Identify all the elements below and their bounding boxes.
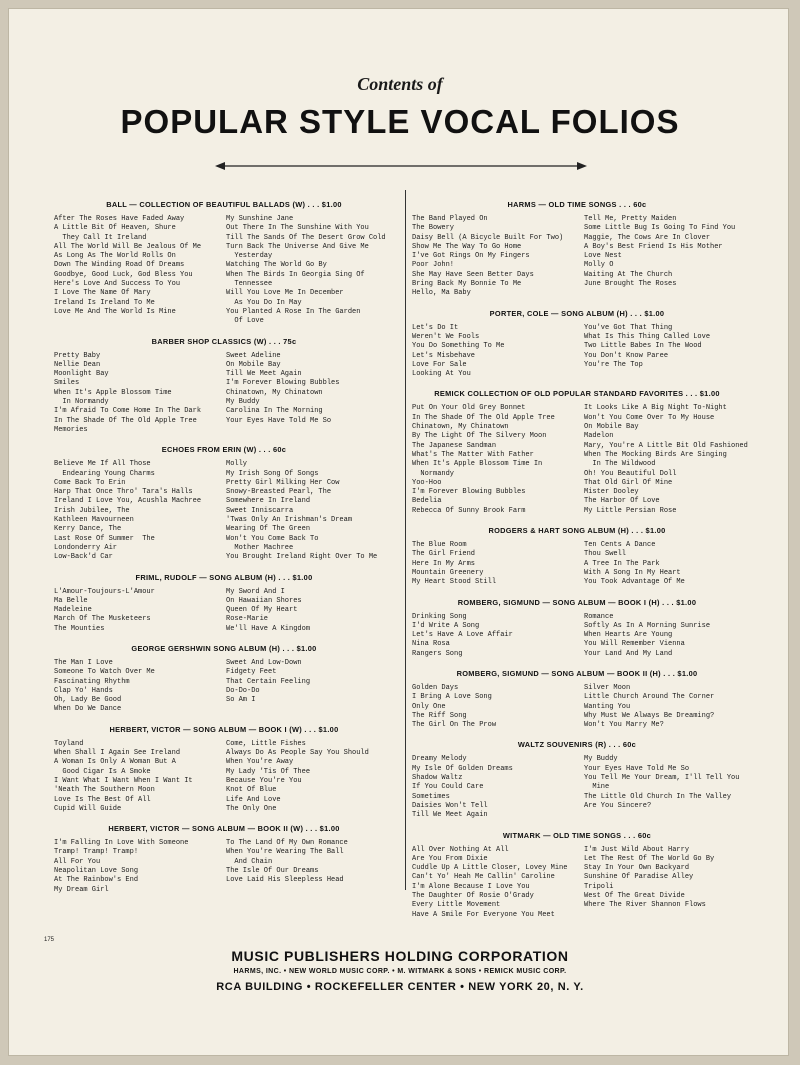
column-divider <box>405 190 406 890</box>
song-title: When Do We Dance <box>54 705 122 714</box>
song-title: Till The Sands Of The Desert Grow Cold <box>226 233 386 242</box>
song-title: Moonlight Bay <box>54 370 109 379</box>
song-title: Shadow Waltz <box>412 774 463 783</box>
song-title: Fascinating Rhythm <box>54 677 130 686</box>
song-title: My Heart Stood Still <box>412 578 497 587</box>
song-column <box>226 839 394 895</box>
song-column <box>412 324 584 380</box>
song-title: It Looks Like A Big Night To-Night <box>584 404 727 413</box>
song-title: My Lady 'Tis Of Thee <box>226 767 311 776</box>
song-title: Somewhere In Ireland <box>226 497 311 506</box>
song-title: Neapolitan Love Song <box>54 867 139 876</box>
song-title: Stay In Your Own Backyard <box>584 864 690 873</box>
song-title: Kathleen Mavourneen <box>54 516 134 525</box>
song-title: The Japanese Sandman <box>412 441 497 450</box>
song-list <box>412 846 742 920</box>
song-title: Bedelia <box>412 497 442 506</box>
song-title: I'm Just Wild About Harry <box>584 845 690 854</box>
song-title: At The Rainbow's End <box>54 876 139 885</box>
song-title: Sweet Inniscarra <box>226 506 294 515</box>
song-title: The Harbor Of Love <box>584 497 660 506</box>
song-title: Low-Back'd Car <box>54 553 113 562</box>
folio-section <box>54 573 394 634</box>
song-column <box>412 684 584 730</box>
song-title: Rangers Song <box>412 649 463 658</box>
folio-section <box>54 445 394 562</box>
song-title: Molly O <box>584 261 614 270</box>
song-title: Love For Sale <box>412 360 467 369</box>
song-title: Can't Yo' Heah Me Callin' Caroline <box>412 873 555 882</box>
song-title: My Little Persian Rose <box>584 506 677 515</box>
song-title: When The Birds In Georgia Sing Of Tennessee <box>226 270 365 289</box>
song-title: Love Me And The World Is Mine <box>54 307 176 316</box>
song-title: The Band Played On <box>412 215 488 223</box>
song-column <box>584 404 748 516</box>
song-title: The Isle Of Our Dreams <box>226 867 319 876</box>
song-list <box>412 541 742 587</box>
folio-section <box>412 598 742 659</box>
folio-title: HERBERT, VICTOR — SONG ALBUM — BOOK II (W) . . . $1.00 <box>108 824 340 834</box>
song-title: March Of The Musketeers <box>54 615 151 624</box>
song-title: Let's Have A Love Affair <box>412 631 513 640</box>
song-title: The Girl Friend <box>412 550 476 559</box>
song-title: 'Neath The Southern Moon <box>54 786 155 795</box>
song-title: Golden Days <box>412 683 459 692</box>
song-column <box>54 839 226 895</box>
song-title: Goodbye, Good Luck, God Bless You <box>54 270 193 279</box>
song-title: Cupid Will Guide <box>54 804 122 813</box>
song-column <box>584 684 742 730</box>
song-title: Only One <box>412 702 446 711</box>
song-title: Love Laid His Sleepless Head <box>226 876 344 885</box>
song-column <box>226 215 394 327</box>
song-title: Do-Do-Do <box>226 686 260 695</box>
song-title: Will You Love Me In December As You Do In May <box>226 289 344 307</box>
song-title: Won't You Come Back To Mother Machree <box>226 534 319 552</box>
song-title: Sunshine Of Paradise Alley <box>584 873 694 882</box>
song-title: Mister Dooley <box>584 488 639 497</box>
song-title: Dreamy Melody <box>412 755 467 764</box>
song-list <box>412 324 742 380</box>
song-list <box>54 588 394 634</box>
song-title: Believe Me If All Those Endearing Young Charms <box>54 460 155 478</box>
song-title: Chinatown, My Chinatown <box>412 423 509 432</box>
folio-title: RODGERS & HART SONG ALBUM (H) . . . $1.00 <box>488 526 666 536</box>
song-title: Sweet And Low-Down <box>226 658 302 667</box>
song-title: That Old Girl Of Mine <box>584 478 673 487</box>
folio-section <box>54 200 394 327</box>
song-title: Wanting You <box>584 702 631 711</box>
folio-title: ECHOES FROM ERIN (W) . . . 60c <box>161 445 287 455</box>
song-title: My Isle Of Golden Dreams <box>412 764 513 773</box>
song-title: My Buddy <box>584 755 618 764</box>
song-title: All Over Nothing At All <box>412 845 509 854</box>
song-title: Knot Of Blue <box>226 786 277 795</box>
song-title: Madelon <box>584 432 614 441</box>
song-title: Toyland <box>54 739 84 748</box>
song-title: Let's Do It <box>412 323 459 332</box>
song-column <box>412 404 584 516</box>
song-title: Put On Your Old Grey Bonnet <box>412 404 526 413</box>
folio-title: WALTZ SOUVENIRS (R) . . . 60c <box>517 740 637 750</box>
song-column <box>412 846 584 920</box>
song-list <box>412 404 748 516</box>
song-title: I'm Forever Blowing Bubbles <box>226 379 340 388</box>
song-title: All The World Will Be Jealous Of Me <box>54 242 202 251</box>
song-title: Molly <box>226 460 248 469</box>
song-title: West Of The Great Divide <box>584 892 685 901</box>
song-title: Tramp! Tramp! Tramp! <box>54 848 139 857</box>
song-title: My Sword And I <box>226 587 285 596</box>
song-title: We'll Have A Kingdom <box>226 624 311 633</box>
song-title: Romance <box>584 612 614 621</box>
song-title: A Tree In The Park <box>584 559 660 568</box>
song-title: On Mobile Bay <box>226 360 281 369</box>
song-title: My Irish Song Of Songs <box>226 469 319 478</box>
song-title: Tell Me, Pretty Maiden <box>584 215 677 223</box>
song-title: Nina Rosa <box>412 640 450 649</box>
song-title: Wearing Of The Green <box>226 525 311 534</box>
song-title: Ireland Is Ireland To Me <box>54 298 155 307</box>
song-title: I've Got Rings On My Fingers <box>412 252 530 261</box>
song-title: Your Land And My Land <box>584 649 673 658</box>
song-title: The Daughter Of Rosie O'Grady <box>412 892 534 901</box>
song-title: If You Could Care <box>412 783 484 792</box>
song-title: Are You Sincere? <box>584 801 652 810</box>
song-column <box>412 215 584 299</box>
song-title: Oh, Lady Be Good <box>54 696 122 705</box>
song-title: Because You're You <box>226 776 302 785</box>
song-list <box>54 352 394 436</box>
song-title: Looking At You <box>412 370 471 379</box>
song-title: What Is This Thing Called Love <box>584 332 711 341</box>
song-title: Turn Back The Universe And Give Me Yesterday <box>226 242 369 261</box>
folio-title: ROMBERG, SIGMUND — SONG ALBUM — BOOK I (H) . . . $1.00 <box>457 597 697 607</box>
song-title: L'Amour-Toujours-L'Amour <box>54 587 155 596</box>
song-title: What's The Matter With Father <box>412 450 534 459</box>
song-title: June Brought The Roses <box>584 280 677 289</box>
song-title: Daisy Bell (A Bicycle Built For Two) <box>412 233 564 242</box>
song-title: When You're Wearing The Ball And Chain <box>226 848 344 866</box>
song-title: Let The Rest Of The World Go By <box>584 854 715 863</box>
song-title: Weren't We Fools <box>412 332 480 341</box>
folio-title: HERBERT, VICTOR — SONG ALBUM — BOOK I (W) . . . $1.00 <box>109 724 339 734</box>
song-title: When It's Apple Blossom Time In Normandy <box>412 460 543 478</box>
song-list <box>412 613 742 659</box>
song-title: Two Little Babes In The Wood <box>584 342 702 351</box>
song-title: My Sunshine Jane <box>226 215 294 223</box>
song-title: When It's Apple Blossom Time In Normandy <box>54 388 172 407</box>
folio-title: GEORGE GERSHWIN SONG ALBUM (H) . . . $1.00 <box>131 643 317 653</box>
song-title: Life And Love <box>226 795 281 804</box>
song-title: I'm Falling In Love With Someone <box>54 839 189 848</box>
song-title: Rebecca Of Sunny Brook Farm <box>412 506 526 515</box>
song-column <box>54 215 226 327</box>
song-title: Last Rose Of Summer The <box>54 534 155 543</box>
song-title: Hello, Ma Baby <box>412 289 471 298</box>
song-title: Ireland I Love You, Acushla Machree <box>54 497 202 506</box>
song-column <box>412 541 584 587</box>
song-title: You Tell Me Your Dream, I'll Tell You Mine <box>584 774 740 792</box>
song-title: Silver Moon <box>584 683 631 692</box>
song-title: Have A Smile For Everyone You Meet <box>412 910 555 919</box>
song-title: You've Got That Thing <box>584 323 673 332</box>
song-title: Sweet Adeline <box>226 351 281 360</box>
page-title: POPULAR STYLE VOCAL FOLIOS <box>120 103 680 140</box>
song-title: Your Eyes Have Told Me So <box>226 416 332 425</box>
song-title: Little Church Around The Corner <box>584 693 715 702</box>
song-title: Oh! You Beautiful Doll <box>584 469 677 478</box>
song-title: You Don't Know Paree <box>584 351 669 360</box>
folio-title: REMICK COLLECTION OF OLD POPULAR STANDARD FAVORITES . . . $1.00 <box>434 389 720 399</box>
folio-section <box>412 831 742 920</box>
folio-section <box>412 669 742 730</box>
song-title: My Dream Girl <box>54 885 109 894</box>
song-title: Mary, You're A Little Bit Old Fashioned <box>584 441 748 450</box>
song-column <box>584 215 742 299</box>
song-title: You Do Something To Me <box>412 342 505 351</box>
song-title: Waiting At The Church <box>584 270 673 279</box>
song-title: Poor John! <box>412 261 455 270</box>
song-title: Won't You Marry Me? <box>584 721 664 730</box>
right-column <box>412 196 748 930</box>
song-title: Irish Jubilee, The <box>54 506 130 515</box>
folio-section <box>412 526 742 587</box>
song-title: Kerry Dance, The <box>54 525 122 534</box>
song-column <box>584 846 742 920</box>
song-column <box>226 588 394 634</box>
song-title: The Girl On The Prow <box>412 721 497 730</box>
song-title: 'Twas Only An Irishman's Dream <box>226 516 353 525</box>
song-title: Cuddle Up A Little Closer, Lovey Mine <box>412 864 568 873</box>
song-title: I'm Afraid To Come Home In The Dark <box>54 407 202 416</box>
folio-section <box>412 389 748 516</box>
song-list <box>54 659 394 715</box>
song-title: Harp That Once Thro' Tara's Halls <box>54 488 193 497</box>
folio-section <box>412 200 742 299</box>
song-column <box>54 659 226 715</box>
folio-title: WITMARK — OLD TIME SONGS . . . 60c <box>502 830 652 840</box>
left-column <box>54 196 394 905</box>
song-title: Sometimes <box>412 792 450 801</box>
song-list <box>54 740 394 814</box>
song-title: A Woman Is Only A Woman But A Good Cigar Is A Smoke <box>54 758 176 776</box>
song-title: Till We Meet Again <box>412 811 488 820</box>
song-title: Someone To Watch Over Me <box>54 668 155 677</box>
song-column <box>412 755 584 820</box>
folio-title: HARMS — OLD TIME SONGS . . . 60c <box>507 200 647 209</box>
song-title: The Mounties <box>54 624 105 633</box>
song-title: Out There In The Sunshine With You <box>226 224 369 233</box>
song-column <box>226 659 394 715</box>
song-title: You're The Top <box>584 360 643 369</box>
song-title: Down The Winding Road Of Dreams <box>54 261 185 270</box>
song-title: In The Shade Of The Old Apple Tree <box>54 416 197 425</box>
song-title: Come Back To Erin <box>54 478 126 487</box>
song-title: Till We Meet Again <box>226 370 302 379</box>
song-title: Come, Little Fishes <box>226 739 306 748</box>
folio-title: PORTER, COLE — SONG ALBUM (H) . . . $1.00 <box>489 308 665 318</box>
song-title: As Long As The World Rolls On <box>54 252 176 261</box>
song-title: Your Eyes Have Told Me So <box>584 764 690 773</box>
song-title: Queen Of My Heart <box>226 606 298 615</box>
song-title: Every Little Movement <box>412 901 501 910</box>
song-title: The Blue Room <box>412 541 467 550</box>
song-title: Ma Belle <box>54 596 88 605</box>
song-title: A Boy's Best Friend Is His Mother <box>584 242 723 251</box>
song-title: I Want What I Want When I Want It <box>54 776 193 785</box>
song-column <box>54 740 226 814</box>
song-title: Softly As In A Morning Sunrise <box>584 621 711 630</box>
song-title: When The Mocking Birds Are Singing In The Wildwood <box>584 450 727 469</box>
header-subtitle: Contents of <box>357 74 443 94</box>
song-column <box>54 352 226 436</box>
song-title: Thou Swell <box>584 550 627 559</box>
song-list <box>54 839 394 895</box>
song-title: I Bring A Love Song <box>412 693 492 702</box>
song-title: With A Song In My Heart <box>584 568 681 577</box>
song-list <box>412 755 742 820</box>
song-title: My Buddy <box>226 398 260 407</box>
song-column <box>412 613 584 659</box>
song-list <box>412 215 742 299</box>
song-title: In The Shade Of The Old Apple Tree <box>412 413 555 422</box>
song-title: Where The River Shannon Flows <box>584 901 706 910</box>
folio-title: FRIML, RUDOLF — SONG ALBUM (H) . . . $1.00 <box>135 572 313 582</box>
song-column <box>226 460 394 562</box>
song-title: When Hearts Are Young <box>584 631 673 640</box>
song-list <box>54 460 394 562</box>
song-title: The Only One <box>226 804 277 813</box>
song-title: Ten Cents A Dance <box>584 541 656 550</box>
song-title: The Man I Love <box>54 658 113 667</box>
song-title: Memories <box>54 425 88 434</box>
folio-title: ROMBERG, SIGMUND — SONG ALBUM — BOOK II (H) . . . $1.00 <box>456 668 698 678</box>
song-title: Carolina In The Morning <box>226 407 323 416</box>
song-title: Show Me The Way To Go Home <box>412 242 522 251</box>
song-title: Are You From Dixie <box>412 854 488 863</box>
song-title: I'd Write A Song <box>412 621 480 630</box>
song-title: I'm Alone Because I Love You <box>412 882 530 891</box>
song-title: Nellie Dean <box>54 360 101 369</box>
song-title: Here In My Arms <box>412 559 476 568</box>
song-title: She May Have Seen Better Days <box>412 270 534 279</box>
song-title: To The Land Of My Own Romance <box>226 839 348 848</box>
song-title: The Riff Song <box>412 711 467 720</box>
double-arrow-rule <box>215 160 587 172</box>
folio-section <box>54 725 394 814</box>
folio-section <box>412 740 742 820</box>
song-title: Pretty Baby <box>54 351 101 360</box>
song-column <box>584 324 742 380</box>
song-column <box>584 613 742 659</box>
publisher-subsidiaries: HARMS, INC. • NEW WORLD MUSIC CORP. • M. WITMARK & SONS • REMICK MUSIC CORP. <box>233 968 567 975</box>
folio-section <box>54 644 394 715</box>
song-title: All For You <box>54 857 101 866</box>
song-title: Smiles <box>54 379 80 388</box>
song-title: The Little Old Church In The Valley <box>584 792 732 801</box>
song-title: When Shall I Again See Ireland <box>54 749 181 758</box>
song-list <box>54 215 394 327</box>
song-title: Drinking Song <box>412 612 467 621</box>
song-title: You Brought Ireland Right Over To Me <box>226 553 378 562</box>
song-title: Madeleine <box>54 606 92 615</box>
folio-section <box>412 309 742 380</box>
song-title: Maggie, The Cows Are In Clover <box>584 233 711 242</box>
song-title: A Little Bit Of Heaven, Shure They Call It Ireland <box>54 224 176 242</box>
song-title: You Planted A Rose In The Garden Of Love <box>226 307 361 326</box>
song-title: That Certain Feeling <box>226 677 311 686</box>
song-title: So Am I <box>226 696 256 705</box>
folio-section <box>54 337 394 436</box>
song-title: On Hawaiian Shores <box>226 596 302 605</box>
song-title: Rose-Marie <box>226 615 269 624</box>
song-title: Pretty Girl Milking Her Cow <box>226 478 340 487</box>
song-title: Yoo-Hoo <box>412 478 442 487</box>
song-title: Chinatown, My Chinatown <box>226 388 323 397</box>
page-number: 175 <box>44 937 55 943</box>
song-title: Why Must We Always Be Dreaming? <box>584 711 715 720</box>
song-column <box>584 755 742 820</box>
song-title: Mountain Greenery <box>412 568 484 577</box>
song-column <box>584 541 742 587</box>
song-title: Love Nest <box>584 252 622 261</box>
publisher-name: MUSIC PUBLISHERS HOLDING CORPORATION <box>231 948 569 964</box>
song-title: Here's Love And Success To You <box>54 280 181 289</box>
publisher-address: RCA BUILDING • ROCKEFELLER CENTER • NEW YORK 20, N. Y. <box>216 981 584 993</box>
song-title: By The Light Of The Silvery Moon <box>412 432 547 441</box>
song-title: Love Is The Best Of All <box>54 795 151 804</box>
folio-title: BARBER SHOP CLASSICS (W) . . . 75c <box>151 336 297 346</box>
song-title: When You're Away <box>226 758 294 767</box>
song-list <box>412 684 742 730</box>
song-column <box>54 460 226 562</box>
folio-title: BALL — COLLECTION OF BEAUTIFUL BALLADS (W) . . . $1.00 <box>106 200 342 209</box>
folio-section <box>54 824 394 895</box>
song-title: Always Do As People Say You Should <box>226 749 369 758</box>
song-title: Some Little Bug Is Going To Find You <box>584 224 736 233</box>
song-title: Snowy-Breasted Pearl, The <box>226 488 332 497</box>
song-title: Let's Misbehave <box>412 351 476 360</box>
song-column <box>54 588 226 634</box>
song-title: Watching The World Go By <box>226 261 327 270</box>
song-title: Clap Yo' Hands <box>54 686 113 695</box>
song-title: Fidgety Feet <box>226 668 277 677</box>
song-column <box>226 352 394 436</box>
song-title: Daisies Won't Tell <box>412 801 488 810</box>
song-title: I'm Forever Blowing Bubbles <box>412 488 526 497</box>
song-title: You Will Remember Vienna <box>584 640 685 649</box>
song-title: Tripoli <box>584 882 614 891</box>
song-title: Londonderry Air <box>54 543 118 552</box>
song-title: After The Roses Have Faded Away <box>54 215 185 223</box>
song-title: Won't You Come Over To My House <box>584 413 715 422</box>
song-title: Bring Back My Bonnie To Me <box>412 280 522 289</box>
song-column <box>226 740 394 814</box>
song-title: On Mobile Bay <box>584 423 639 432</box>
song-title: I Love The Name Of Mary <box>54 289 151 298</box>
song-title: You Took Advantage Of Me <box>584 578 685 587</box>
song-title: The Bowery <box>412 224 455 233</box>
